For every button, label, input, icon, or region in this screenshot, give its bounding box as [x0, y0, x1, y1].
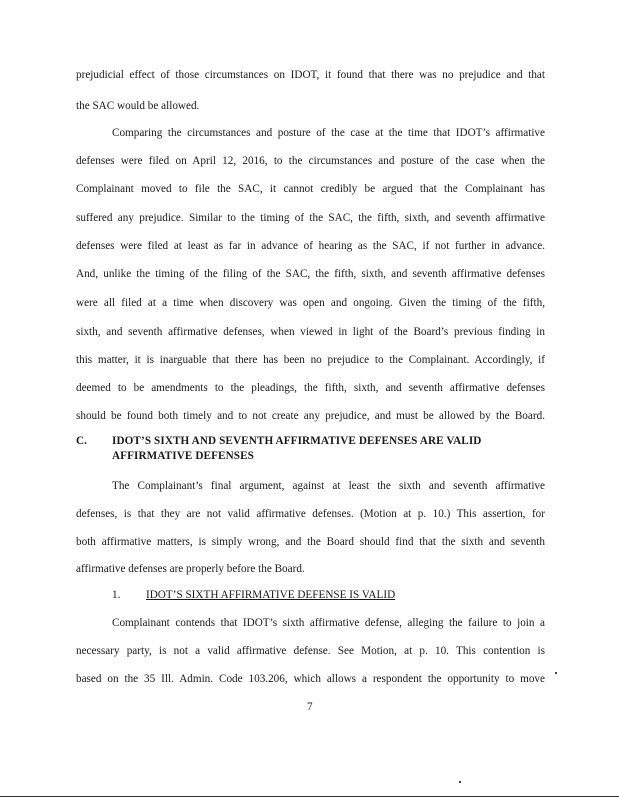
body-line: Complainant moved to file the SAC, it cannot credibly be argued that the Complainant has: [76, 183, 545, 195]
subsection-heading: IDOT’S SIXTH AFFIRMATIVE DEFENSE IS VALID: [146, 589, 396, 601]
body-line: necessary party, is not a valid affirmative defense. See Motion, at p. 10. This contention is: [76, 645, 545, 657]
subsection-number: 1.: [112, 589, 121, 601]
scan-speck: [459, 781, 461, 783]
body-line: should be found both timely and to not create any prejudice, and must be allowed by the Board.: [76, 410, 545, 422]
page-number: 7: [307, 701, 313, 713]
section-heading-line1: IDOT’S SIXTH AND SEVENTH AFFIRMATIVE DEFENSES ARE VALID: [112, 435, 482, 447]
body-line: And, unlike the timing of the filing of the SAC, the fifth, sixth, and seventh affirmative defenses: [76, 268, 545, 280]
body-line: both affirmative matters, is simply wrong, and the Board should find that the sixth and seventh: [76, 536, 545, 548]
body-line: were all filed at a time when discovery was open and ongoing. Given the timing of the fifth,: [76, 297, 545, 309]
body-line: deemed to be amendments to the pleadings, the fifth, sixth, and seventh affirmative defenses: [76, 382, 545, 394]
body-line: sixth, and seventh affirmative defenses, when viewed in light of the Board’s previous finding in: [76, 326, 545, 338]
body-line: prejudicial effect of those circumstances on IDOT, it found that there was no prejudice and that: [76, 69, 545, 81]
body-line: the SAC would be allowed.: [76, 100, 200, 112]
body-line: this matter, it is inarguable that there has been no prejudice to the Complainant. Accordingly, if: [76, 354, 545, 366]
body-line: Comparing the circumstances and posture of the case at the time that IDOT’s affirmative: [112, 127, 545, 139]
section-letter: C.: [76, 435, 88, 447]
bottom-scan-line: [0, 796, 619, 797]
body-line: defenses were filed at least as far in advance of hearing as the SAC, if not further in advance.: [76, 240, 545, 252]
body-line: suffered any prejudice. Similar to the timing of the SAC, the fifth, sixth, and seventh affirmative: [76, 212, 545, 224]
scan-speck: [555, 672, 557, 674]
body-line: defenses were filed on April 12, 2016, to the circumstances and posture of the case when the: [76, 155, 545, 167]
body-line: affirmative defenses are properly before the Board.: [76, 563, 305, 575]
body-line: Complainant contends that IDOT’s sixth affirmative defense, alleging the failure to join a: [112, 617, 545, 629]
body-line: defenses, is that they are not valid affirmative defenses. (Motion at p. 10.) This assertion, for: [76, 508, 545, 520]
section-heading-line2: AFFIRMATIVE DEFENSES: [112, 450, 254, 462]
body-line: The Complainant’s final argument, against at least the sixth and seventh affirmative: [112, 480, 545, 492]
body-line: based on the 35 Ill. Admin. Code 103.206, which allows a respondent the opportunity to move: [76, 673, 545, 685]
